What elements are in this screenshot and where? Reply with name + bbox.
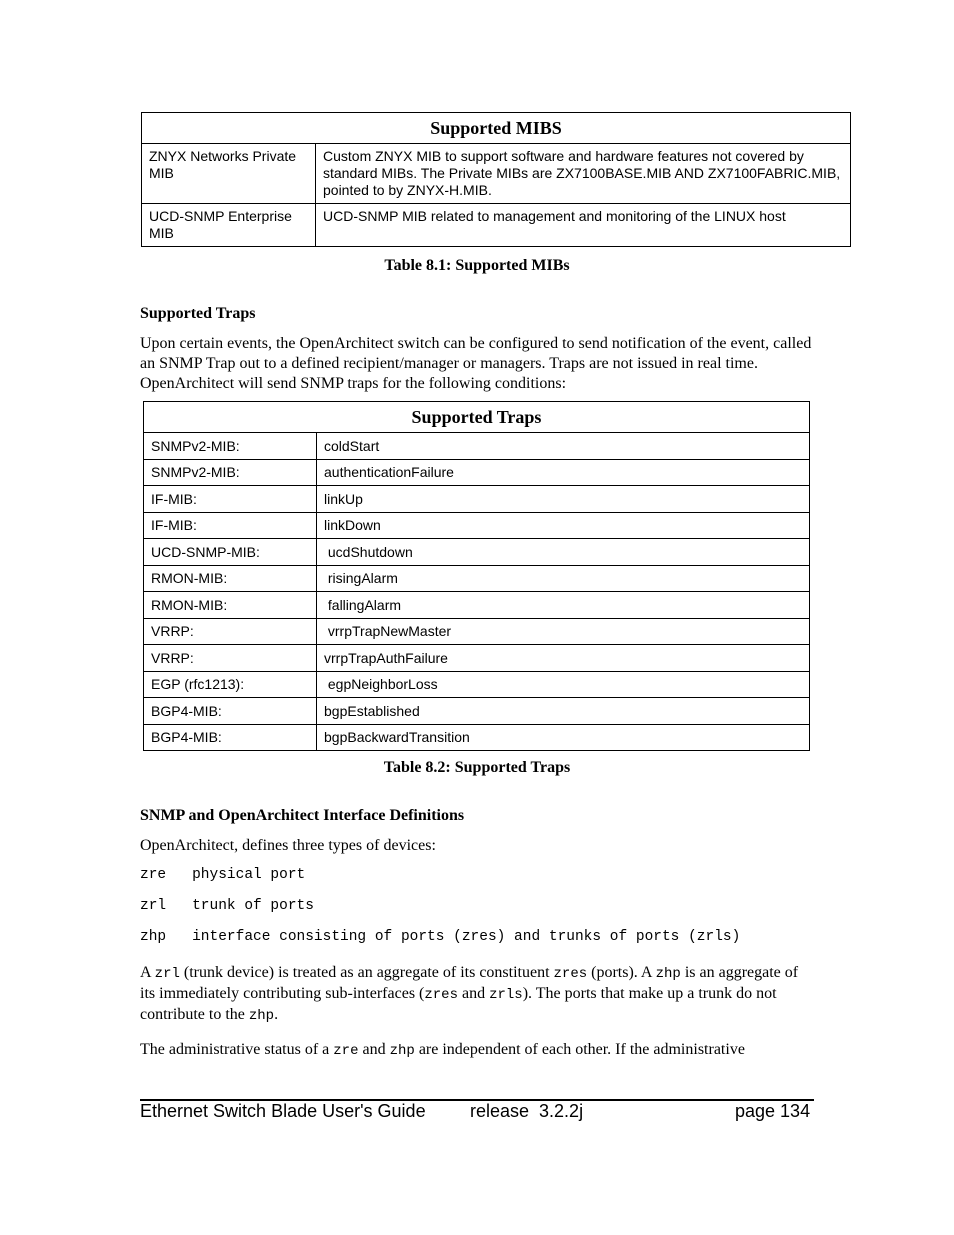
trap-name-cell: authenticationFailure <box>317 459 810 486</box>
supported-mibs-table <box>141 112 851 247</box>
trap-name-cell: risingAlarm <box>317 565 810 592</box>
paragraph: A zrl (trunk device) is treated as an aggregate of its constituent zres (ports). A zhp is an aggregate of its immediately contributing sub-interfaces (zres and zrls). The ports that make up a trunk do not contribute to the zhp. <box>140 964 799 1024</box>
footer-title: Ethernet Switch Blade User's Guide <box>140 1101 426 1121</box>
inline-code: zres <box>424 987 458 1003</box>
table-row <box>144 618 810 645</box>
device-code: zhp <box>140 929 167 945</box>
trap-name-cell: vrrpTrapAuthFailure <box>317 645 810 672</box>
table-row <box>144 512 810 539</box>
inline-code: zhp <box>655 966 681 982</box>
device-code: zrl <box>140 898 167 914</box>
table-row <box>144 698 810 725</box>
paragraph: OpenArchitect, defines three types of devices: <box>140 837 436 854</box>
trap-mib-cell: EGP (rfc1213): <box>144 671 317 698</box>
table-row <box>144 592 810 619</box>
section-heading: SNMP and OpenArchitect Interface Definitions <box>140 807 465 824</box>
mib-name-cell: ZNYX Networks Private MIB <box>142 144 316 204</box>
table-row <box>144 724 810 751</box>
paragraph: The administrative status of a zre and zhp are independent of each other. If the administrative <box>140 1041 745 1059</box>
device-description: physical port <box>192 867 306 883</box>
device-description: interface consisting of ports (zres) and trunks of ports (zrls) <box>192 929 741 945</box>
trap-name-cell: egpNeighborLoss <box>317 671 810 698</box>
table-caption: Table 8.2: Supported Traps <box>383 759 571 776</box>
trap-mib-cell: IF-MIB: <box>144 486 317 513</box>
paragraph: Upon certain events, the OpenArchitect switch can be configured to send notification of the event, called an SNMP Trap out to a defined recipient/manager or managers. Traps are not issued in real time. OpenArchitect will send SNMP traps for the following conditions: <box>140 335 812 392</box>
trap-mib-cell: UCD-SNMP-MIB: <box>144 539 317 566</box>
table-title: Supported Traps <box>144 402 810 433</box>
inline-code: zrls <box>489 987 523 1003</box>
device-row <box>140 929 740 945</box>
inline-code: zrl <box>154 966 180 982</box>
footer-page-number: page 134 <box>735 1101 811 1121</box>
mib-desc-cell: UCD-SNMP MIB related to management and monitoring of the LINUX host <box>316 204 851 247</box>
trap-mib-cell: VRRP: <box>144 645 317 672</box>
table-row <box>142 144 851 204</box>
trap-name-cell: linkDown <box>317 512 810 539</box>
table-row <box>144 565 810 592</box>
trap-mib-cell: IF-MIB: <box>144 512 317 539</box>
table-row <box>144 671 810 698</box>
trap-name-cell: ucdShutdown <box>317 539 810 566</box>
trap-mib-cell: SNMPv2-MIB: <box>144 433 317 460</box>
table-row <box>144 486 810 513</box>
trap-name-cell: bgpBackwardTransition <box>317 724 810 751</box>
mib-name-cell: UCD-SNMP Enterprise MIB <box>142 204 316 247</box>
trap-mib-cell: SNMPv2-MIB: <box>144 459 317 486</box>
device-row <box>140 898 314 914</box>
device-code: zre <box>140 867 167 883</box>
inline-code: zhp <box>389 1043 415 1059</box>
table-row <box>144 459 810 486</box>
trap-mib-cell: BGP4-MIB: <box>144 724 317 751</box>
table-row <box>144 539 810 566</box>
trap-name-cell: fallingAlarm <box>317 592 810 619</box>
table-row <box>144 433 810 460</box>
inline-code: zres <box>553 966 588 982</box>
section-heading: Supported Traps <box>140 305 256 322</box>
inline-code: zhp <box>248 1008 275 1024</box>
mib-desc-cell: Custom ZNYX MIB to support software and hardware features not covered by standard MIBs. The Private MIBs are ZX7100BASE.MIB AND ZX7100FABRIC.MIB, pointed to by ZNYX-H.MIB. <box>316 144 851 204</box>
trap-name-cell: bgpEstablished <box>317 698 810 725</box>
trap-mib-cell: RMON-MIB: <box>144 565 317 592</box>
trap-name-cell: coldStart <box>317 433 810 460</box>
footer-release: release 3.2.2j <box>470 1101 584 1121</box>
table-row <box>144 645 810 672</box>
table-row <box>142 204 851 247</box>
device-description: trunk of ports <box>192 898 314 914</box>
supported-traps-table <box>143 401 810 751</box>
trap-mib-cell: BGP4-MIB: <box>144 698 317 725</box>
table-title: Supported MIBS <box>142 113 851 144</box>
trap-name-cell: linkUp <box>317 486 810 513</box>
trap-name-cell: vrrpTrapNewMaster <box>317 618 810 645</box>
table-caption: Table 8.1: Supported MIBs <box>384 257 570 274</box>
trap-mib-cell: RMON-MIB: <box>144 592 317 619</box>
device-row <box>140 867 305 883</box>
trap-mib-cell: VRRP: <box>144 618 317 645</box>
inline-code: zre <box>333 1043 359 1059</box>
